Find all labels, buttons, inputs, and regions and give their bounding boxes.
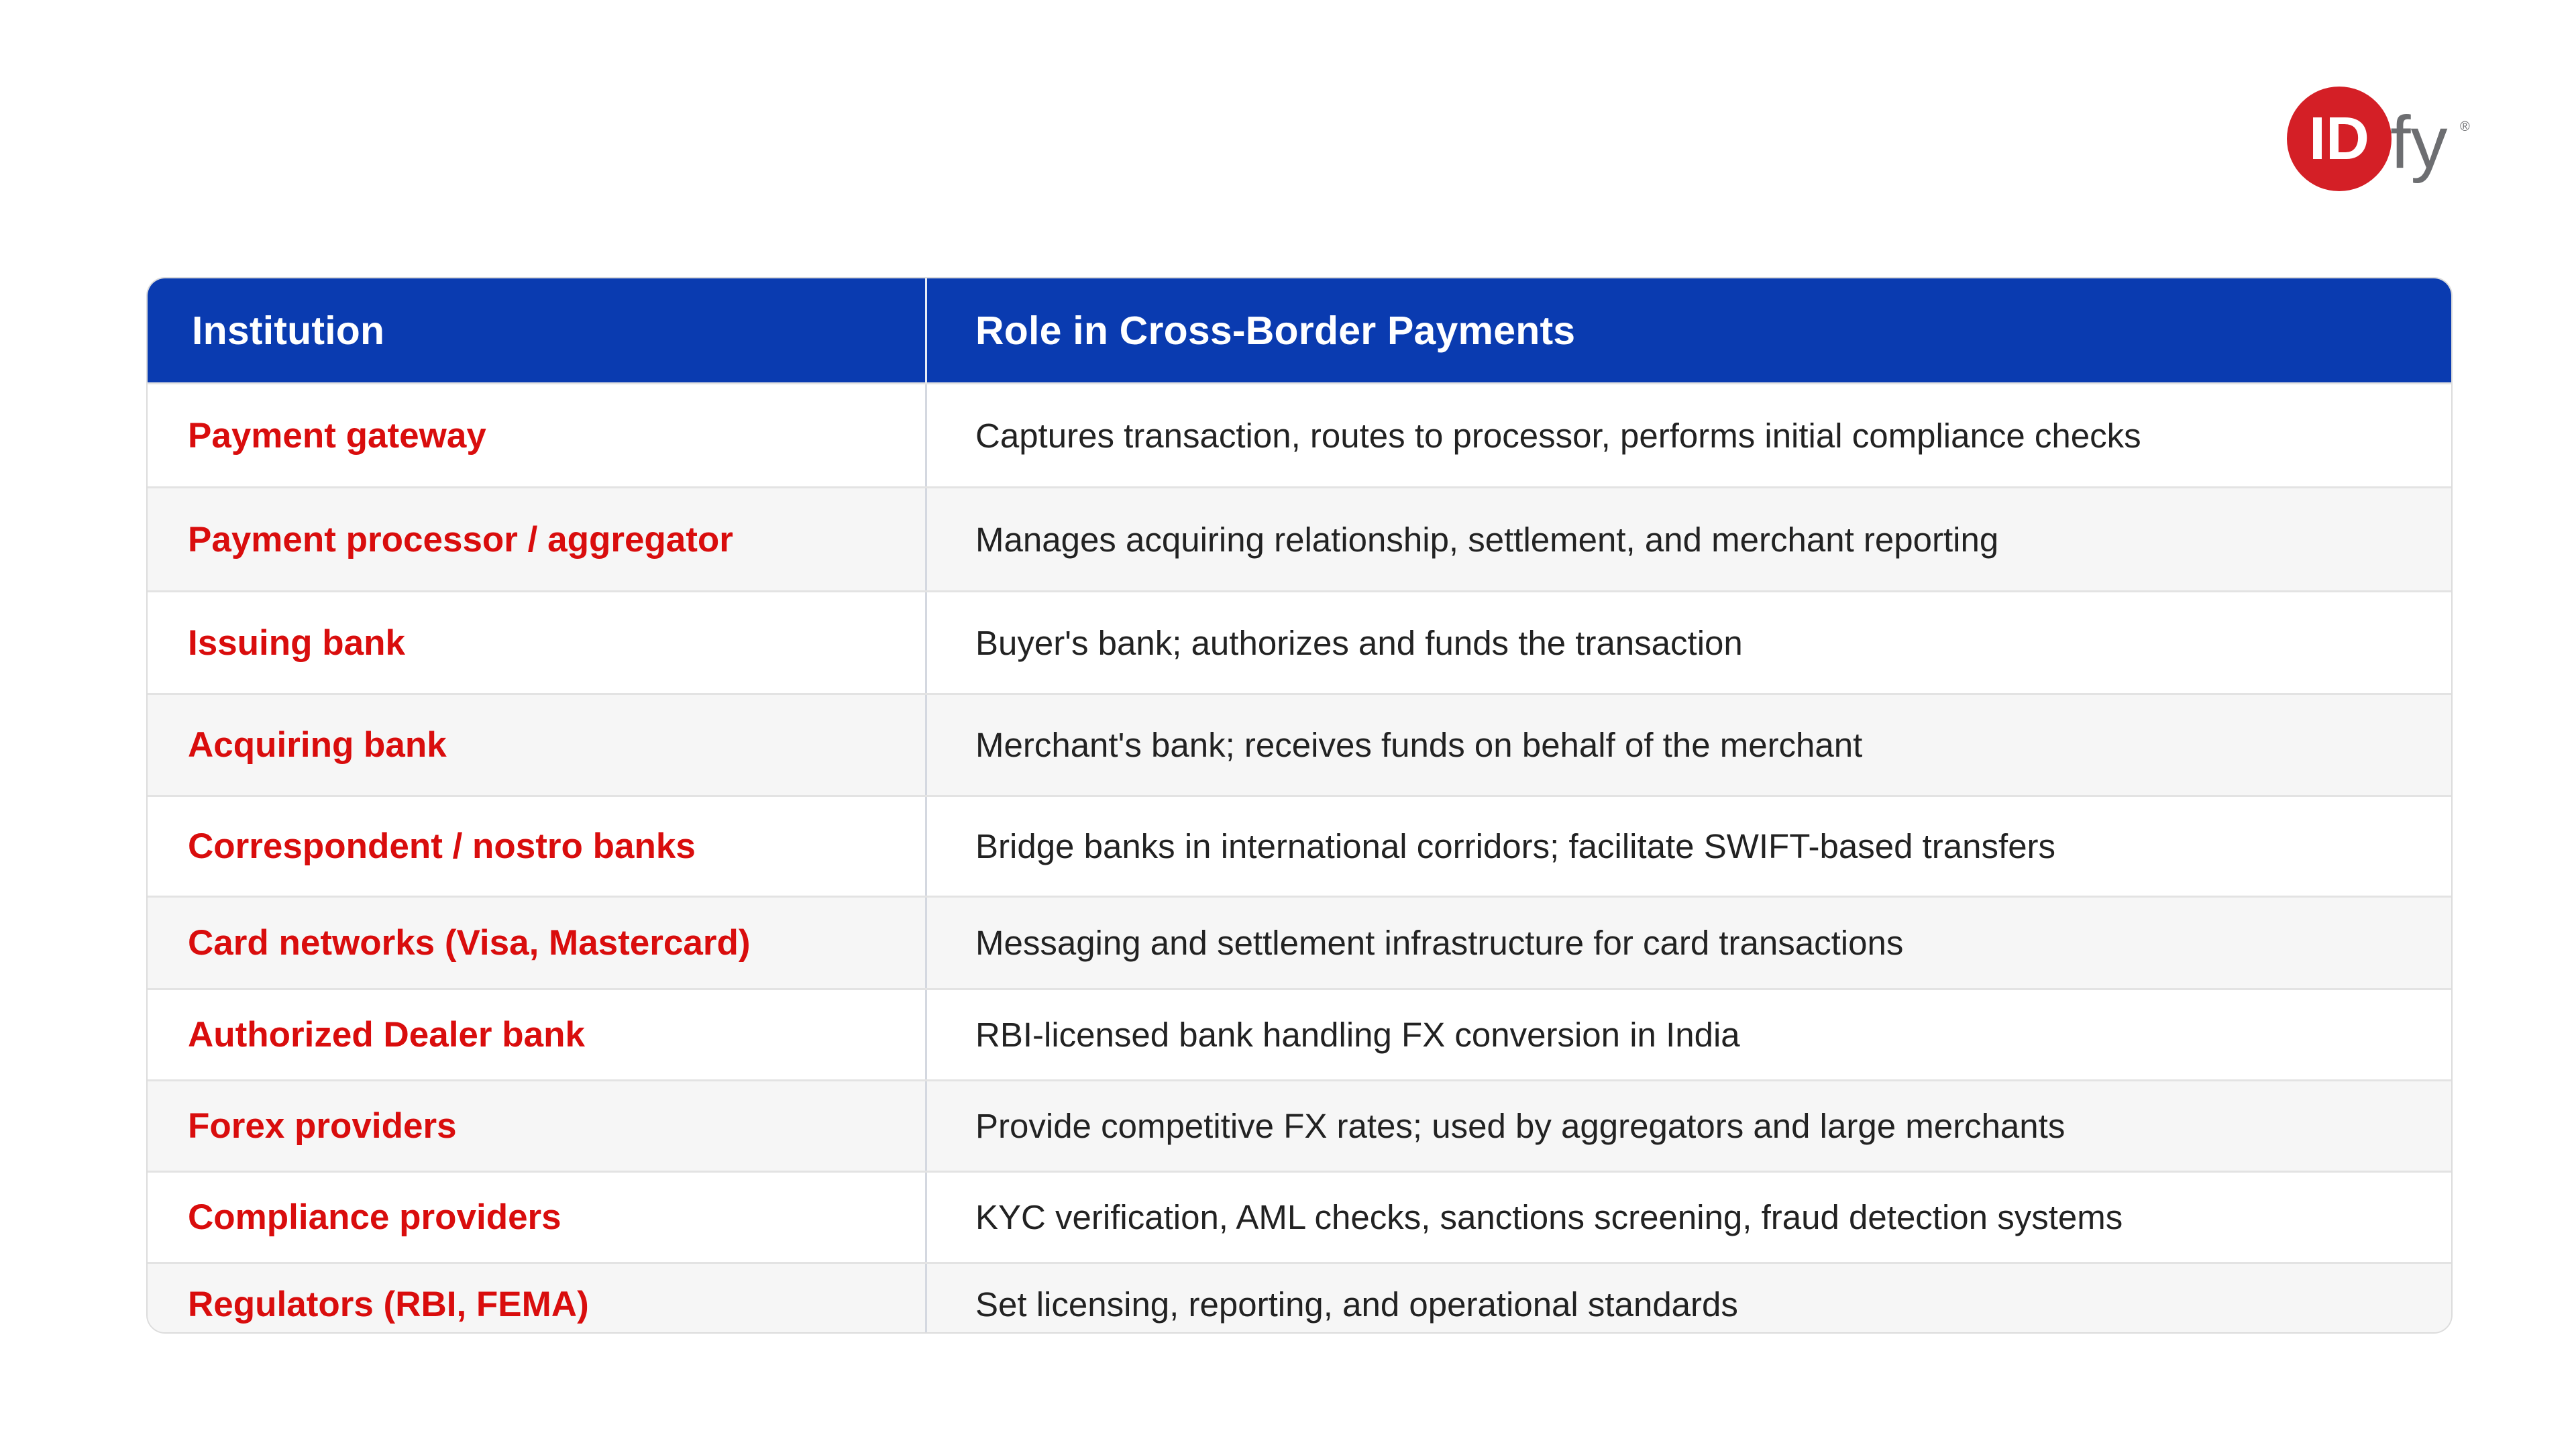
- header-institution: Institution: [148, 278, 927, 382]
- institution-cell: Card networks (Visa, Mastercard): [148, 898, 927, 988]
- institutions-table: [146, 277, 2453, 1334]
- role-cell: Messaging and settlement infrastructure for card transactions: [975, 924, 1904, 962]
- role-cell: Manages acquiring relationship, settlement, and merchant reporting: [975, 520, 1999, 559]
- institution-cell: Authorized Dealer bank: [148, 990, 927, 1079]
- table-row: [148, 382, 2451, 486]
- idfy-logo: [2284, 84, 2472, 195]
- table-row: [148, 896, 2451, 988]
- table-row: [148, 590, 2451, 693]
- table-row: [148, 1171, 2451, 1262]
- role-cell: Buyer's bank; authorizes and funds the transaction: [975, 623, 1743, 662]
- institution-cell: Correspondent / nostro banks: [148, 797, 927, 896]
- table-row: [148, 693, 2451, 795]
- institution-cell: Regulators (RBI, FEMA): [148, 1264, 927, 1334]
- role-cell: RBI-licensed bank handling FX conversion in India: [975, 1016, 1740, 1054]
- table-row: [148, 795, 2451, 896]
- role-cell: Bridge banks in international corridors; facilitate SWIFT-based transfers: [975, 827, 2056, 865]
- header-role: Role in Cross-Border Payments: [975, 308, 1576, 353]
- table-row: [148, 1079, 2451, 1171]
- institution-cell: Payment processor / aggregator: [148, 488, 927, 590]
- table-header-row: [148, 278, 2451, 382]
- institution-cell: Payment gateway: [148, 384, 927, 486]
- role-cell: Merchant's bank; receives funds on behalf of the merchant: [975, 726, 1863, 764]
- role-cell: KYC verification, AML checks, sanctions screening, fraud detection systems: [975, 1198, 2123, 1236]
- table-row: [148, 1262, 2451, 1334]
- role-cell: Captures transaction, routes to processor, performs initial compliance checks: [975, 416, 2141, 455]
- role-cell: Set licensing, reporting, and operational standards: [975, 1285, 1738, 1324]
- role-cell: Provide competitive FX rates; used by aggregators and large merchants: [975, 1107, 2065, 1145]
- logo-registered-mark: ®: [2460, 119, 2470, 134]
- logo-fy-text: fy: [2390, 101, 2448, 184]
- institution-cell: Acquiring bank: [148, 695, 927, 795]
- institution-cell: Forex providers: [148, 1081, 927, 1171]
- table-row: [148, 486, 2451, 590]
- table-row: [148, 988, 2451, 1079]
- logo-id-text: ID: [2309, 105, 2369, 172]
- institution-cell: Compliance providers: [148, 1173, 927, 1262]
- table-body: [148, 382, 2451, 1334]
- institution-cell: Issuing bank: [148, 592, 927, 693]
